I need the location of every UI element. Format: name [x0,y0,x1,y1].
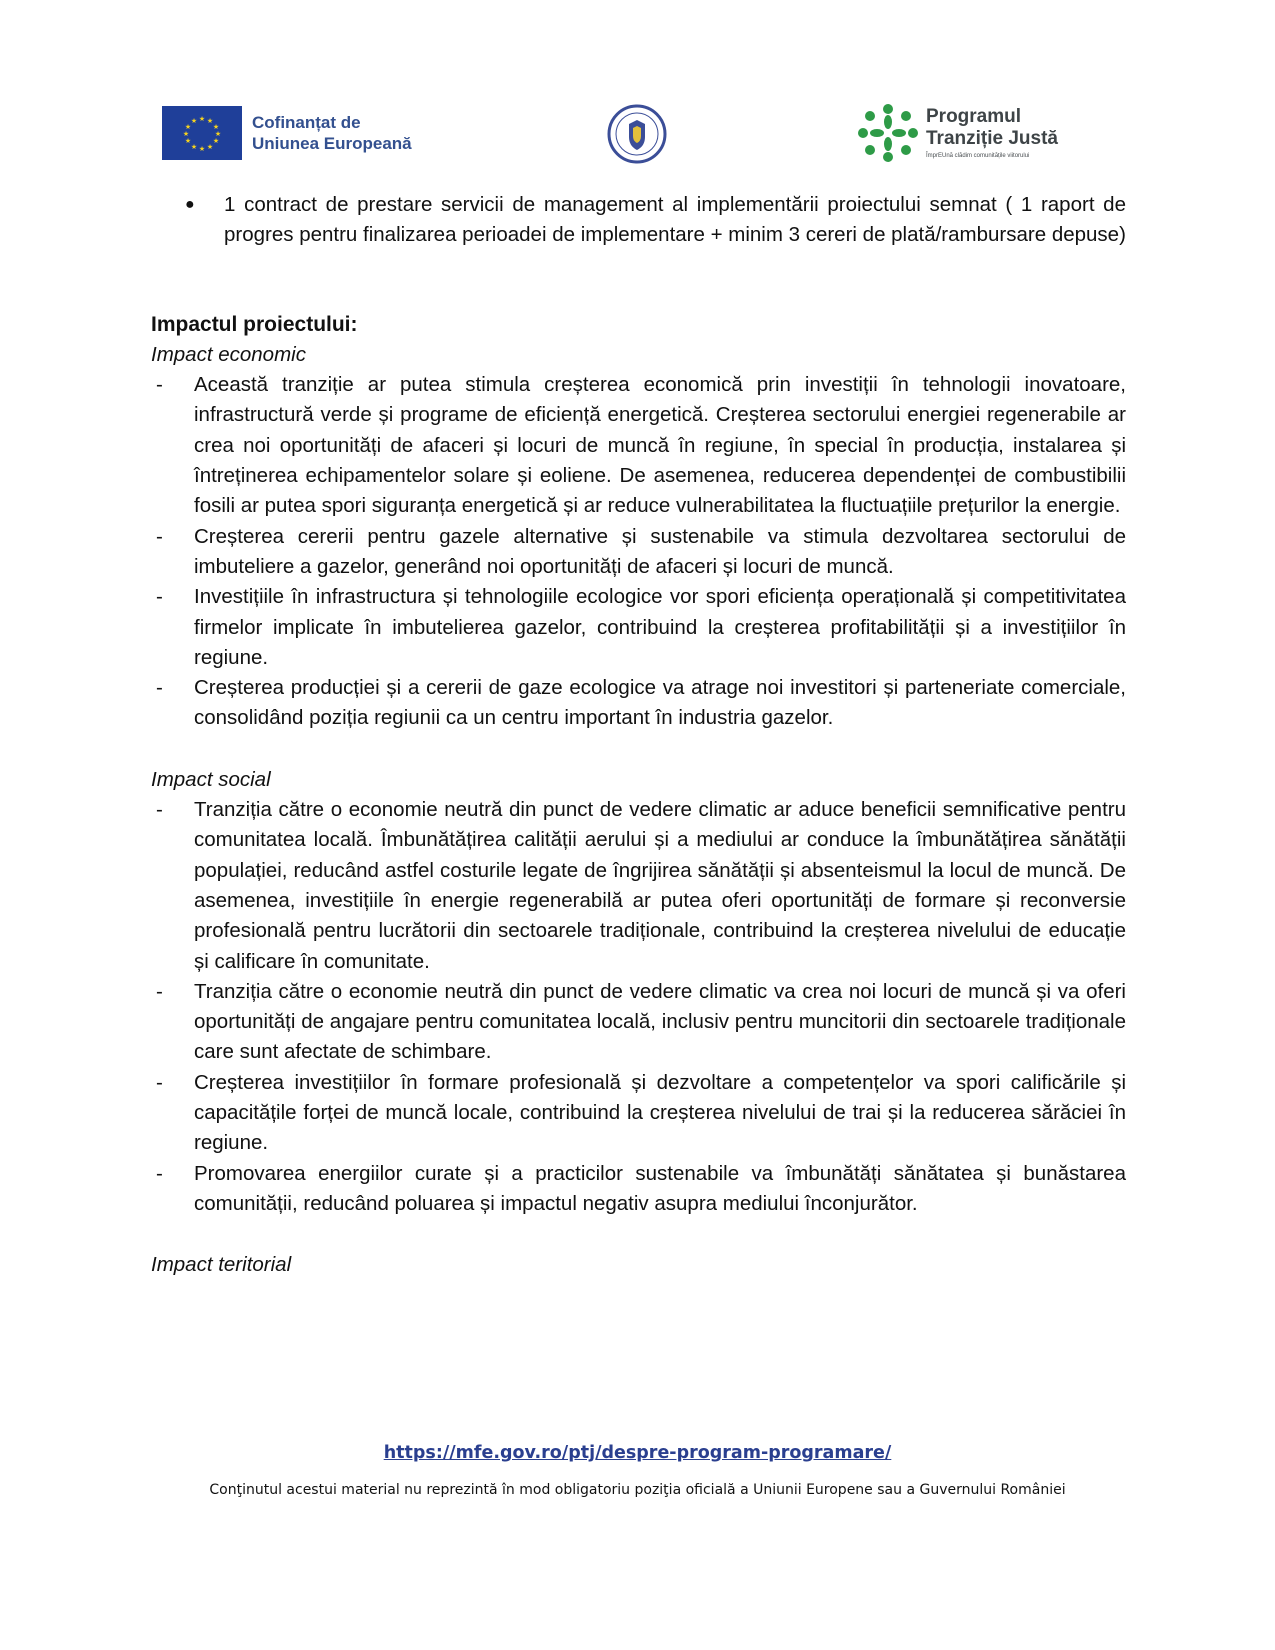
list-item-text: Creșterea investițiilor în formare profesională și dezvoltare a competențelor va spori calificările și capacitățile forței de muncă locale, contribuind la creșterea nivelului de trai și la reducerea sărăciei în regiune. [194,1070,1126,1155]
ptj-logo-tagline: ÎmprEUnă clădim comunitățile viitorului [926,153,1030,159]
dash-marker: - [156,1161,163,1185]
eu-flag-icon [162,106,242,160]
dash-marker: - [156,1070,163,1094]
dash-marker: - [156,373,163,397]
dash-marker: - [156,585,163,609]
leaf-flower-icon [856,101,920,165]
dash-marker: - [156,798,163,822]
social-impact-list [151,795,1126,1219]
bullet-text: 1 contract de prestare servicii de management al implementării proiectului semnat ( 1 raport de progres pentru finalizarea perioadei de implementare + minim 3 cereri de plată/rambursare depuse) [224,193,1126,247]
list-item [156,370,1126,521]
dash-marker: - [156,676,163,700]
program-link[interactable]: https://mfe.gov.ro/ptj/despre-program-programare/ [383,1443,892,1463]
eu-logo-text [252,112,412,154]
svg-text:★: ★ [206,117,214,125]
deliverables-bullet-list [151,190,1126,251]
list-item-text: Tranziția către o economie neutră din punct de vedere climatic va crea noi locuri de muncă și va oferi oportunități de angajare pentru comunitatea locală, inclusiv pentru muncitorii din sectoarele tradiționale care sunt afectate de schimbare. [194,979,1126,1064]
list-item [156,795,1126,977]
list-item-text: Creșterea cererii pentru gazele alternative și sustenabile va stimula dezvoltarea sectorului de imbuteliere a gazelor, generând noi oportunități de afaceri și locuri de muncă. [194,524,1126,578]
svg-text:★: ★ [212,123,220,131]
list-item [156,1159,1126,1220]
dash-marker: - [156,979,163,1003]
territorial-impact-title: Impact teritorial [151,1253,292,1277]
ptj-logo-line1: Programul [926,106,1022,127]
list-item-text: Tranziția către o economie neutră din punct de vedere climatic ar aduce beneficii semnificative pentru comunitatea locală. Îmbunătățirea calității aerului și a mediului ar conduce la îmbunătățirea sănătății populației, reducând astfel costurile legate de îngrijirea sănătății și absenteismul la locul de muncă. De asemenea, investițiile în energie regenerabilă ar putea oferi oportunități de formare și reconversie profesională pentru lucrătorii din sectoarele tradiționale, contribuind la creșterea nivelului de educație și calificare în comunitate. [194,798,1126,973]
list-item [156,582,1126,673]
list-item-text: Această tranziție ar putea stimula creșterea economică prin investiții în tehnologii inovatoare, infrastructură verde și programe de eficiență energetică. Creșterea sectorului energiei regenerabile ar crea noi oportunități de afaceri și locuri de muncă în regiune, în special în producția, instalarea și întreținerea echipamentelor solare și eoliene. De asemenea, reducerea dependenței de combustibilii fosili ar putea spori siguranța energetică și ar reduce vulnerabilitatea la fluctuațiile prețurilor la energie. [194,373,1126,518]
eu-logo-line2: Uniunea Europeană [252,134,412,153]
eu-cofinancing-logo [162,106,412,160]
list-item-text: Creșterea producției și a cererii de gaze ecologice va atrage noi investitori și parteneriate comerciale, consolidând poziția regiunii ca un centru important în industria gazelor. [194,676,1126,730]
svg-text:★: ★ [190,117,198,125]
social-impact-title: Impact social [151,767,271,791]
svg-text:★: ★ [212,137,220,145]
ptj-program-logo [856,101,1058,165]
list-item-text: Promovarea energiilor curate și a practicilor sustenabile va îmbunătăți sănătatea și bunăstarea comunității, reducând poluarea și impactul negativ asupra mediului înconjurător. [194,1161,1126,1215]
list-item [156,977,1126,1068]
list-item [156,522,1126,583]
ptj-logo-text [926,106,1058,160]
document-body [151,190,1126,1281]
footer-disclaimer: Conţinutul acestui material nu reprezintă în mod obligatoriu poziţia oficială a Uniunii Europene sau a Guvernului României [209,1482,1066,1498]
dash-marker: - [156,524,163,548]
svg-text:★: ★ [190,143,198,151]
romanian-government-seal-icon [607,104,667,164]
svg-text:★: ★ [184,123,192,131]
list-item [185,190,1126,251]
svg-text:★: ★ [198,115,206,123]
svg-text:★: ★ [214,130,222,138]
svg-text:★: ★ [198,145,206,153]
economic-impact-title: Impact economic [151,342,306,366]
economic-impact-list [151,370,1126,734]
eu-logo-line1: Cofinanțat de [252,113,361,132]
section-title: Impactul proiectului: [151,312,358,336]
svg-text:★: ★ [182,130,190,138]
bullet-dot-icon: ● [185,196,195,213]
list-item [156,1068,1126,1159]
svg-text:★: ★ [184,137,192,145]
list-item-text: Investițiile în infrastructura și tehnologiile ecologice vor spori eficiența operațională și competitivitatea firmelor implicate în imbutelierea gazelor, contribuind la creșterea profitabilității și a investițiilor în regiune. [194,585,1126,669]
ptj-logo-line2: Tranziție Justă [926,128,1058,149]
list-item [156,673,1126,734]
svg-text:★: ★ [206,143,214,151]
